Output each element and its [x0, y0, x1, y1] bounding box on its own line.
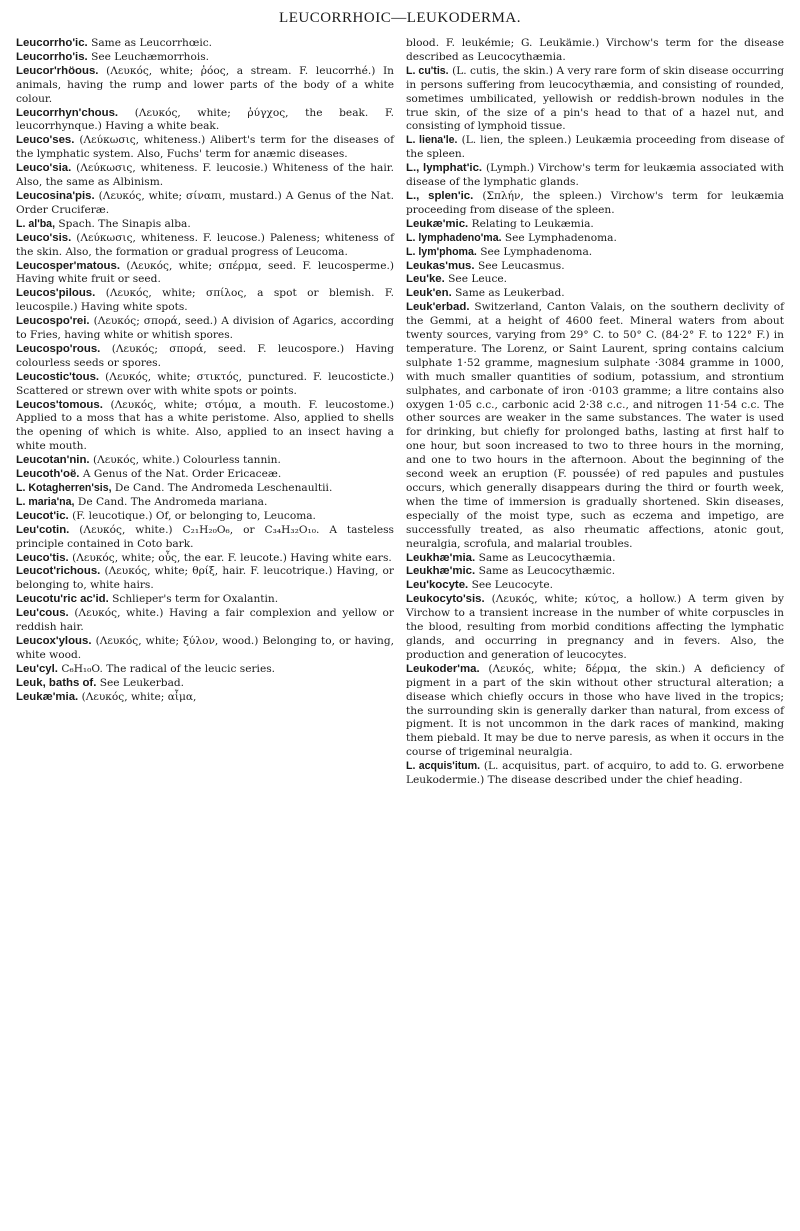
entry-definition: (Λευκός, white; σπέρμα, seed. F. leucosperme.) Having white fruit or seed.	[16, 259, 394, 286]
dictionary-entry	[16, 37, 394, 51]
dictionary-entry	[16, 65, 394, 107]
dictionary-entry	[16, 482, 394, 496]
entry-definition: (L. lien, the spleen.) Leukæmia proceeding from disease of the spleen.	[406, 134, 785, 161]
entry-definition: Schlieper's term for Oxalantin.	[112, 593, 279, 606]
entry-definition: (Λευκός, white; στικτός, punctured. F. leucosticte.) Scattered or strewn over with white spots or points.	[16, 370, 395, 397]
headword: Leuco'ses.	[16, 134, 75, 147]
dictionary-entry	[16, 454, 394, 468]
entry-definition: Spach. The Sinapis alba.	[58, 217, 191, 230]
dictionary-entry	[16, 260, 394, 288]
sub-headword: L. lymphadeno'ma.	[406, 231, 502, 244]
entry-definition: (Λεύκωσις, whiteness.) Alibert's term for the diseases of the lymphatic system. Also, Fuchs' term for anæmic diseases.	[16, 134, 394, 161]
entry-definition: (Λευκός, white; σίναπι, mustard.) A Genus of the Nat. Order Cruciferæ.	[16, 189, 394, 216]
dictionary-entry	[16, 468, 394, 482]
entry-definition: (Λευκός, white; κύτος, a hollow.) A term given by Virchow to a transient increase in the number of white corpuscles in the blood, resulting from morbid conditions affecting the lymphatic glands, and occurring in pregnancy and in fevers. Also, the production and generation of leucocytes.	[406, 593, 784, 661]
headword: Leuk'en.	[406, 287, 452, 300]
entry-definition: (Λευκός, white; αἷμα,	[81, 690, 197, 703]
entry-definition: C₆H₁₀O. The radical of the leucic series.	[61, 662, 276, 675]
entry-definition: See Leucocyte.	[471, 579, 554, 592]
entry-definition: (F. leucotique.) Of, or belonging to, Leucoma.	[72, 509, 316, 522]
dictionary-entry	[16, 232, 394, 260]
entry-definition: De Cand. The Andromeda Leschenaultii.	[114, 482, 333, 494]
entry-definition: (Λευκός, white; ῥόος, a stream. F. leucorrhé.) In animals, having the rump and lower parts of the body of a white colour.	[16, 64, 394, 105]
two-column-body	[16, 37, 784, 788]
headword: Leucotu'ric ac'id.	[16, 593, 109, 606]
dictionary-entry	[16, 399, 394, 455]
dictionary-entry	[406, 273, 784, 287]
dictionary-entry	[16, 635, 394, 663]
dictionary-entry	[16, 691, 394, 705]
dictionary-entry	[406, 287, 784, 301]
dictionary-entry	[16, 496, 394, 510]
entry-definition: Same as Leucorrhœic.	[91, 37, 213, 49]
entry-definition: (Λευκός, white; ξύλον, wood.) Belonging to, or having, white wood.	[16, 634, 394, 661]
headword: L., lymphat'ic.	[406, 162, 483, 175]
headword: Leuk'erbad.	[406, 301, 470, 314]
entry-definition: (Λευκός; σπορά, seed. F. leucospore.) Having colourless seeds or spores.	[16, 342, 394, 369]
entry-definition: (Λευκός; σπορά, seed.) A division of Agarics, according to Fries, having white or whitish spores.	[16, 315, 394, 342]
headword: Leu'kocyte.	[406, 579, 469, 592]
entry-definition: Same as Leucocythæmia.	[478, 551, 616, 564]
dictionary-entry	[16, 315, 394, 343]
sub-headword: L. lym'phoma.	[406, 245, 477, 258]
dictionary-entry	[16, 663, 394, 677]
dictionary-entry	[406, 663, 784, 760]
left-column	[16, 37, 394, 788]
dictionary-entry	[406, 65, 784, 135]
dictionary-entry	[406, 552, 784, 566]
entry-definition: Relating to Leukæmia.	[471, 217, 594, 230]
dictionary-entry	[16, 371, 394, 399]
sub-headword: L. liena'le.	[406, 134, 458, 147]
headword: Leu'cyl.	[16, 662, 58, 675]
entry-definition: (L. acquisitus, part. of acquiro, to add to. G. erworbene Leukodermie.) The disease described under the chief heading.	[406, 760, 784, 787]
headword: L., splen'ic.	[406, 189, 474, 202]
entry-definition: De Cand. The Andromeda mariana.	[77, 495, 268, 508]
dictionary-entry	[406, 760, 784, 788]
entry-definition: (Λευκός, white.) Colourless tannin.	[92, 454, 281, 467]
headword: Leucosina'pis.	[16, 189, 95, 202]
headword: Leucospo'rei.	[16, 315, 90, 328]
headword: Leucorrhyn'chous.	[16, 106, 119, 119]
entry-definition: (Λευκός, white; δέρμα, the skin.) A deficiency of pigment in a part of the skin without other structural alteration; a disease which chiefly occurs in those who have lived in the tropics; the surrounding skin is generally darker than natural, from excess of pigment. It is not uncommon in the dark races of mankind, making them piebald. It may be due to nerve paresis, as when it occurs in the course of trigeminal neuralgia.	[406, 662, 784, 759]
dictionary-entry	[16, 343, 394, 371]
dictionary-entry	[16, 107, 394, 135]
dictionary-entry	[406, 246, 784, 260]
headword: Leukhæ'mia.	[406, 551, 476, 564]
headword: Leucorrho'is.	[16, 50, 88, 63]
entry-definition: (Λευκός, white.) C₂₁H₂₀O₆, or C₃₄H₃₂O₁₀. A tasteless principle contained in Coto bark.	[16, 523, 394, 550]
dictionary-entry	[16, 134, 394, 162]
headword: Leu'cous.	[16, 607, 69, 620]
dictionary-entry	[406, 134, 784, 162]
headword: Leuco'tis.	[16, 551, 69, 564]
dictionary-entry	[16, 552, 394, 566]
entry-definition: Switzerland, Canton Valais, on the southern declivity of the Gemmi, at a height of 4600 feet. Mineral waters from about twenty sources, varying from 29° C. to 50° C. (84·2° F. to 122° F.) in temperature. The Lorenz, or Saint Laurent, spring contains calcium sulphate 1·52 gramme, magnesium sulphate ·3084 gramme in 1000, with much smaller quantities of sodium, potassium, and strontium sulphates, and carbonate of iron ·0103 gramme; a litre contains also oxygen 1·05 c.c., carbonic acid 2·38 c.c., and nitrogen 11·54 c.c. The other sources are weaker in the same substances. The water is used for drinking, but chiefly for prolonged baths, lasting at first half to one hour, but soon increased to two to three hours in the morning, and one to two hours in the afternoon. About the beginning of the second week an eruption (F. poussée) of red papules and pustules occurs, which generally disappears during the third or fourth week, when the time of immersion is gradually shortened. Skin diseases, especially of the moist type, such as eczema and impetigo, are successfully treated, as also rheumatic affections, atonic gout, neuralgia, scrofula, and malarial troubles.	[406, 301, 785, 550]
dictionary-entry	[16, 287, 394, 315]
headword: Leucotan'nin.	[16, 454, 90, 467]
dictionary-entry	[406, 232, 784, 246]
dictionary-entry	[406, 260, 784, 274]
dictionary-entry	[16, 607, 394, 635]
entry-definition: See Leuce.	[448, 273, 508, 286]
headword: Leukhæ'mic.	[406, 565, 476, 578]
dictionary-entry	[406, 162, 784, 190]
headword: Leucospo'rous.	[16, 342, 101, 355]
dictionary-entry	[16, 524, 394, 552]
sub-headword: L. maria'na,	[16, 495, 75, 508]
right-column	[406, 37, 784, 788]
dictionary-entry	[16, 162, 394, 190]
sub-headword: L. Kotagherren'sis,	[16, 482, 112, 494]
headword: Leuco'sia.	[16, 162, 72, 175]
running-head: LEUCORRHOIC—LEUKODERMA.	[279, 10, 521, 26]
headword: Leukas'mus.	[406, 259, 475, 272]
dictionary-entry	[406, 579, 784, 593]
dictionary-entry	[406, 37, 784, 65]
headword: Leukæ'mic.	[406, 217, 469, 230]
dictionary-entry	[406, 593, 784, 663]
dictionary-entry	[16, 510, 394, 524]
headword: Leucorrho'ic.	[16, 37, 88, 49]
headword: Leucos'tomous.	[16, 398, 103, 411]
headword: Leuk, baths of.	[16, 676, 97, 689]
entry-definition: See Lymphadenoma.	[480, 245, 593, 258]
sub-headword: L. acquis'itum.	[406, 760, 481, 773]
entry-definition: (L. cutis, the skin.) A very rare form of skin disease occurring in persons suffering from leucocythæmia, and consisting of rounded, sometimes umbilicated, yellowish or reddish-brown nodules in the true skin, of the size of a pin's head to that of a hazel nut, and consisting of lymphoid tissue.	[406, 64, 785, 133]
entry-definition: See Leukerbad.	[99, 676, 185, 689]
headword: Leucor'rhöous.	[16, 64, 99, 77]
entry-definition: (Λευκός, white; οὖς, the ear. F. leucote.) Having white ears.	[72, 551, 392, 564]
sub-headword: L. cu'tis.	[406, 64, 449, 77]
headword: Leucos'pilous.	[16, 287, 96, 300]
dictionary-entry	[16, 593, 394, 607]
dictionary-entry	[16, 677, 394, 691]
dictionary-entry	[406, 190, 784, 218]
headword: Leukocyto'sis.	[406, 593, 485, 606]
entry-definition: (Λεύκωσις, whiteness. F. leucosie.) Whiteness of the hair. Also, the same as Albinism.	[16, 162, 394, 189]
entry-definition: Same as Leucocythæmic.	[478, 565, 616, 578]
dictionary-entry	[406, 218, 784, 232]
dictionary-entry	[16, 565, 394, 593]
entry-definition: See Leucasmus.	[477, 259, 565, 272]
entry-definition: See Leuchæmorrhois.	[91, 50, 210, 63]
headword: Leucosper'matous.	[16, 259, 120, 272]
headword: Leucostic'tous.	[16, 370, 100, 383]
headword: Leucox'ylous.	[16, 634, 92, 647]
headword: Leuco'sis.	[16, 231, 72, 244]
dictionary-entry	[406, 565, 784, 579]
entry-definition: (Σπλήν, the spleen.) Virchow's term for leukæmia proceeding from disease of the spleen.	[406, 189, 784, 216]
dictionary-entry	[406, 301, 784, 551]
entry-definition: (Λευκός, white.) Having a fair complexion and yellow or reddish hair.	[16, 607, 394, 634]
headword: Leu'cotin.	[16, 523, 70, 536]
dictionary-entry	[16, 51, 394, 65]
headword: Leucot'richous.	[16, 565, 101, 578]
headword: Leucot'ic.	[16, 509, 69, 522]
dictionary-entry	[16, 218, 394, 232]
headword: Leucoth'oë.	[16, 468, 80, 481]
entry-definition: (Λεύκωσις, whiteness. F. leucose.) Paleness; whiteness of the skin. Also, the formation or gradual progress of Leucoma.	[16, 231, 394, 258]
entry-definition: (Λευκός, white; στόμα, a mouth. F. leucostome.) Applied to a moss that has a white peristome. Also, applied to shells the opening of which is white. Also, applied to an insect having a white mouth.	[16, 398, 394, 453]
entry-definition: A Genus of the Nat. Order Ericaceæ.	[82, 468, 282, 481]
entry-definition: (Lymph.) Virchow's term for leukæmia associated with disease of the lymphatic glands.	[406, 162, 784, 189]
sub-headword: L. al'ba,	[16, 217, 56, 230]
entry-definition: Same as Leukerbad.	[455, 287, 565, 300]
entry-definition: (Λευκός, white; σπίλος, a spot or blemish. F. leucospile.) Having white spots.	[16, 287, 394, 314]
entry-definition: (Λευκός, white; ῥύγχος, the beak. F. leucorrhynque.) Having a white beak.	[16, 106, 395, 133]
entry-definition: (Λευκός, white; θρίξ, hair. F. leucotrique.) Having, or belonging to, white hairs.	[16, 565, 394, 592]
entry-definition: See Lymphadenoma.	[504, 231, 617, 244]
entry-definition: blood. F. leukémie; G. Leukämie.) Virchow's term for the disease described as Leucocythæmia.	[406, 37, 784, 63]
dictionary-entry	[16, 190, 394, 218]
headword: Leukæ'mia.	[16, 690, 79, 703]
headword: Leukoder'ma.	[406, 662, 480, 675]
headword: Leu'ke.	[406, 273, 445, 286]
